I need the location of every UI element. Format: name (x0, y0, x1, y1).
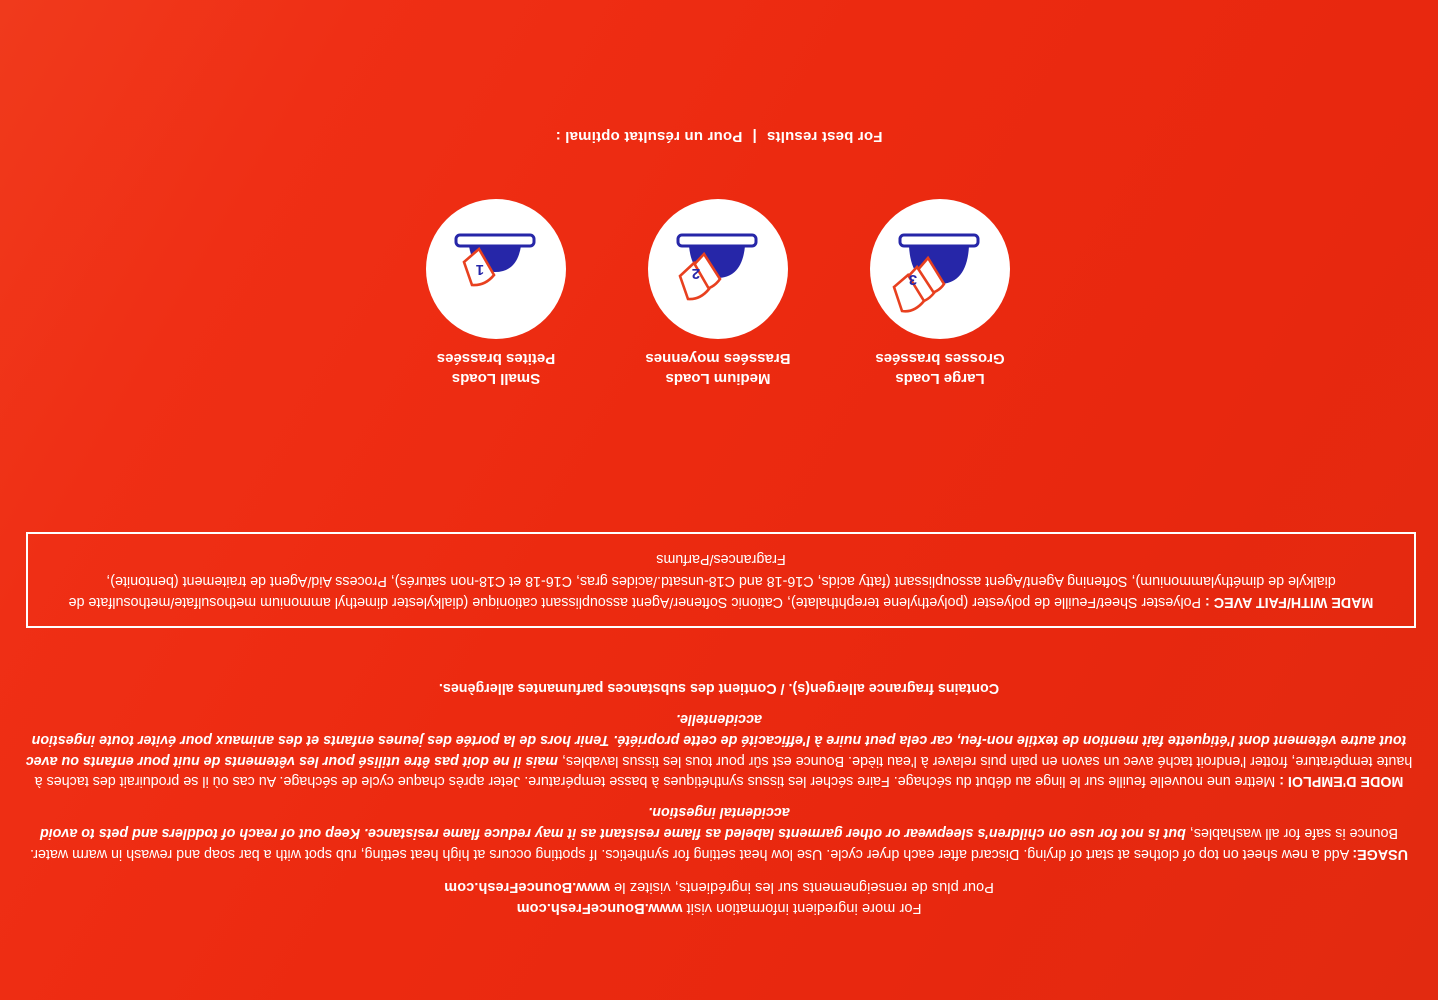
french-web-text: Pour plus de renseignements sur les ingrédients, visitez le (609, 878, 994, 895)
mode-emploi-paragraph (22, 708, 1416, 791)
load-label-small-fr: Petites brassées (436, 349, 556, 367)
load-label-large-fr: Grosses brassées (875, 349, 1005, 367)
best-results-separator: | (752, 128, 757, 145)
load-label-medium-en: Medium Loads (665, 370, 771, 387)
french-web-line (22, 876, 1416, 897)
usage-body: Add a new sheet on top of clothes at start of drying. Discard after each dryer cycle. Use low heat setting for synthetics. If spotting occurs at high heat setting, rub spot with a bar soap and rewash in warm water. Bounce is safe for all washables, (30, 825, 1399, 862)
load-item-small (398, 200, 594, 389)
instructions-text-block (22, 680, 1416, 918)
load-label-medium-fr: Brassées moyennes (645, 349, 791, 367)
load-size-icons-row (398, 168, 1038, 388)
web-info-lines (22, 876, 1416, 918)
ingredients-box (26, 532, 1416, 628)
dryer-with-three-sheets-icon (870, 200, 1010, 340)
sheet-count-large: 3 (908, 271, 918, 289)
sheet-count-medium: 2 (691, 265, 701, 283)
best-results-en: For best results (766, 128, 883, 145)
english-web-url: www.BounceFresh.com (516, 900, 683, 916)
load-label-large-en: Large Loads (895, 370, 985, 387)
allergen-statement: Contains fragrance allergen(s). / Contient des substances parfumantes allergènes. (438, 679, 1000, 696)
mode-emploi-heading: MODE D'EMPLOI : (1279, 773, 1404, 790)
sheet-count-small: 1 (475, 261, 485, 279)
usage-body-italic: but is not for use on children's sleepwear or other garments labeled as flame resistant as it may reduce flame resistance. Keep out of reach of toddlers and pets to avoid accidental ingestion. (39, 804, 1186, 842)
mode-emploi-body: Mettre une nouvelle feuille sur le linge au début du séchage. Faire sécher les tissus synthétiques à basse température. Jeter après chaque cycle de séchage. Au cas où il se produirait des taches à haute température, frotter l'endroit taché avec un savon en pain puis relaver à l'eau tiède. Bounce est sûr pour tous les tissus lavables, (34, 752, 1413, 790)
load-label-small (437, 348, 555, 389)
ingredients-paragraph (44, 548, 1398, 612)
load-label-large (875, 348, 1004, 389)
load-item-large (842, 200, 1038, 389)
usage-paragraph (22, 801, 1416, 864)
ingredients-heading: MADE WITH/FAIT AVEC : (1205, 594, 1374, 610)
load-label-small-en: Small Loads (451, 370, 541, 387)
english-web-line (22, 897, 1416, 918)
dryer-with-two-sheets-icon (648, 200, 788, 340)
ingredients-body: Polyester Sheet/Feuille de polyester (polyethylene terephthalate), Cationic Softener/Agent assouplissant cationique (dialkylester dimethyl ammonium methosulfate/methosulfate de dialkyle de diméthylammonium), Softening Agent/Agent assouplissant (fatty acids, C16-18 and C18-unsatd./acides gras, C16-18 et C18-non saturés), Process Aid/Agent de traitement (bentonite), Fragrances/Parfums (68, 551, 1336, 610)
load-item-medium (620, 200, 816, 389)
french-web-url: www.BounceFresh.com (444, 878, 610, 895)
best-results-line (0, 128, 1438, 145)
best-results-fr: Pour un résultat optimal : (555, 128, 743, 145)
load-label-medium (645, 348, 790, 389)
usage-heading: USAGE: (1352, 845, 1408, 862)
mode-emploi-body-italic: mais il ne doit pas être utilisé pour les vêtements de nuit pour enfants ou avec tout autre vêtement dont l'étiquette fait mention de textile non-feu, car cela peut nuire à l'efficacité de cette propriété. Tenir hors de la portée des jeunes enfants et des animaux pour éviter toute ingestion accidentelle. (25, 710, 1407, 769)
dryer-with-one-sheet-icon (426, 200, 566, 340)
english-web-text: For more ingredient information visit (682, 900, 922, 916)
